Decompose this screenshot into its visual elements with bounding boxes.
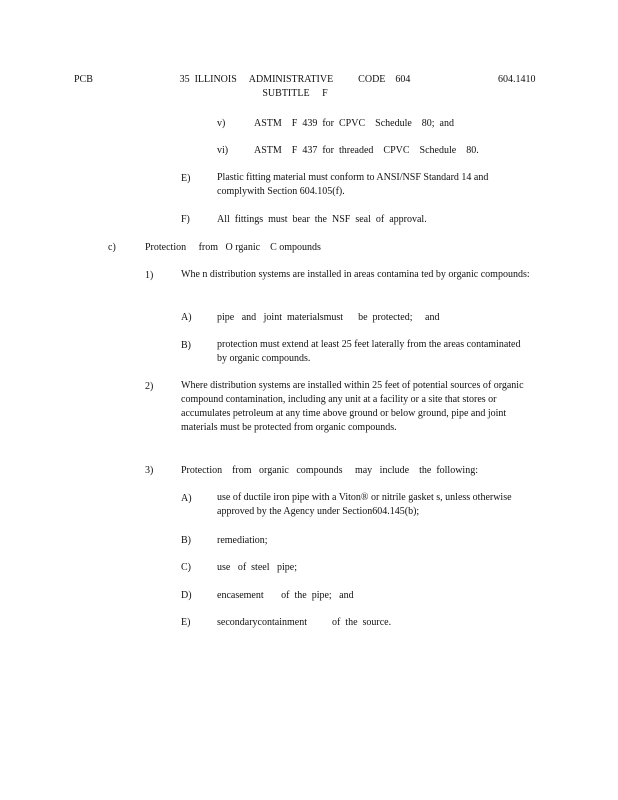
item-text: All fittings must bear the NSF seal of approval.: [217, 214, 427, 225]
item-marker: vi): [217, 145, 229, 156]
header-agency: PCB: [74, 74, 93, 85]
item-marker: A): [181, 312, 192, 323]
item-text: encasement of the pipe; and: [217, 590, 354, 601]
item-marker: 2): [145, 381, 154, 392]
item-text: ASTM F 437 for threaded CPVC Schedule 80.: [254, 145, 479, 156]
item-text: Where distribution systems are installed within 25 feet of potential sources of organic compound contamination, including any unit at a facility or a site that stores or accumulates petroleum at any time above ground or below ground, pipe and joint materials must be protected from organic compounds.: [181, 380, 524, 433]
item-text: Whe n distribution systems are installed in areas contamina ted by organic compounds:: [181, 269, 530, 280]
header-section-number: 604.1410: [498, 74, 536, 85]
item-marker: E): [181, 173, 191, 184]
item-marker: A): [181, 493, 192, 504]
item-marker: B): [181, 340, 191, 351]
item-text: ASTM F 439 for CPVC Schedule 80; and: [254, 118, 454, 129]
item-marker: c): [108, 242, 116, 253]
item-text: remediation;: [217, 535, 268, 546]
item-text: protection must extend at least 25 feet laterally from the areas contaminated by organic compounds.: [217, 339, 521, 364]
section-heading: Protection from O rganic C ompounds: [145, 242, 321, 253]
item-marker: 3): [145, 465, 154, 476]
item-text: use of steel pipe;: [217, 562, 297, 573]
item-marker: D): [181, 590, 192, 601]
item-marker: B): [181, 535, 191, 546]
item-text: use of ductile iron pipe with a Viton® or nitrile gasket s, unless otherwise approved by the Agency under Section604.145(b);: [217, 492, 512, 517]
item-marker: v): [217, 118, 226, 129]
item-marker: F): [181, 214, 190, 225]
item-marker: E): [181, 617, 191, 628]
item-marker: 1): [145, 270, 154, 281]
item-text: Protection from organic compounds may include the following:: [181, 465, 478, 476]
item-text: pipe and joint materialsmust be protected; and: [217, 312, 440, 323]
item-marker: C): [181, 562, 191, 573]
header-title: 35 ILLINOIS ADMINISTRATIVE CODE 604: [179, 74, 411, 85]
header-subtitle: SUBTITLE F: [262, 88, 328, 99]
item-text: Plastic fitting material must conform to ANSI/NSF Standard 14 and complywith Section 604.105(f).: [217, 172, 489, 197]
item-text: secondarycontainment of the source.: [217, 617, 392, 628]
